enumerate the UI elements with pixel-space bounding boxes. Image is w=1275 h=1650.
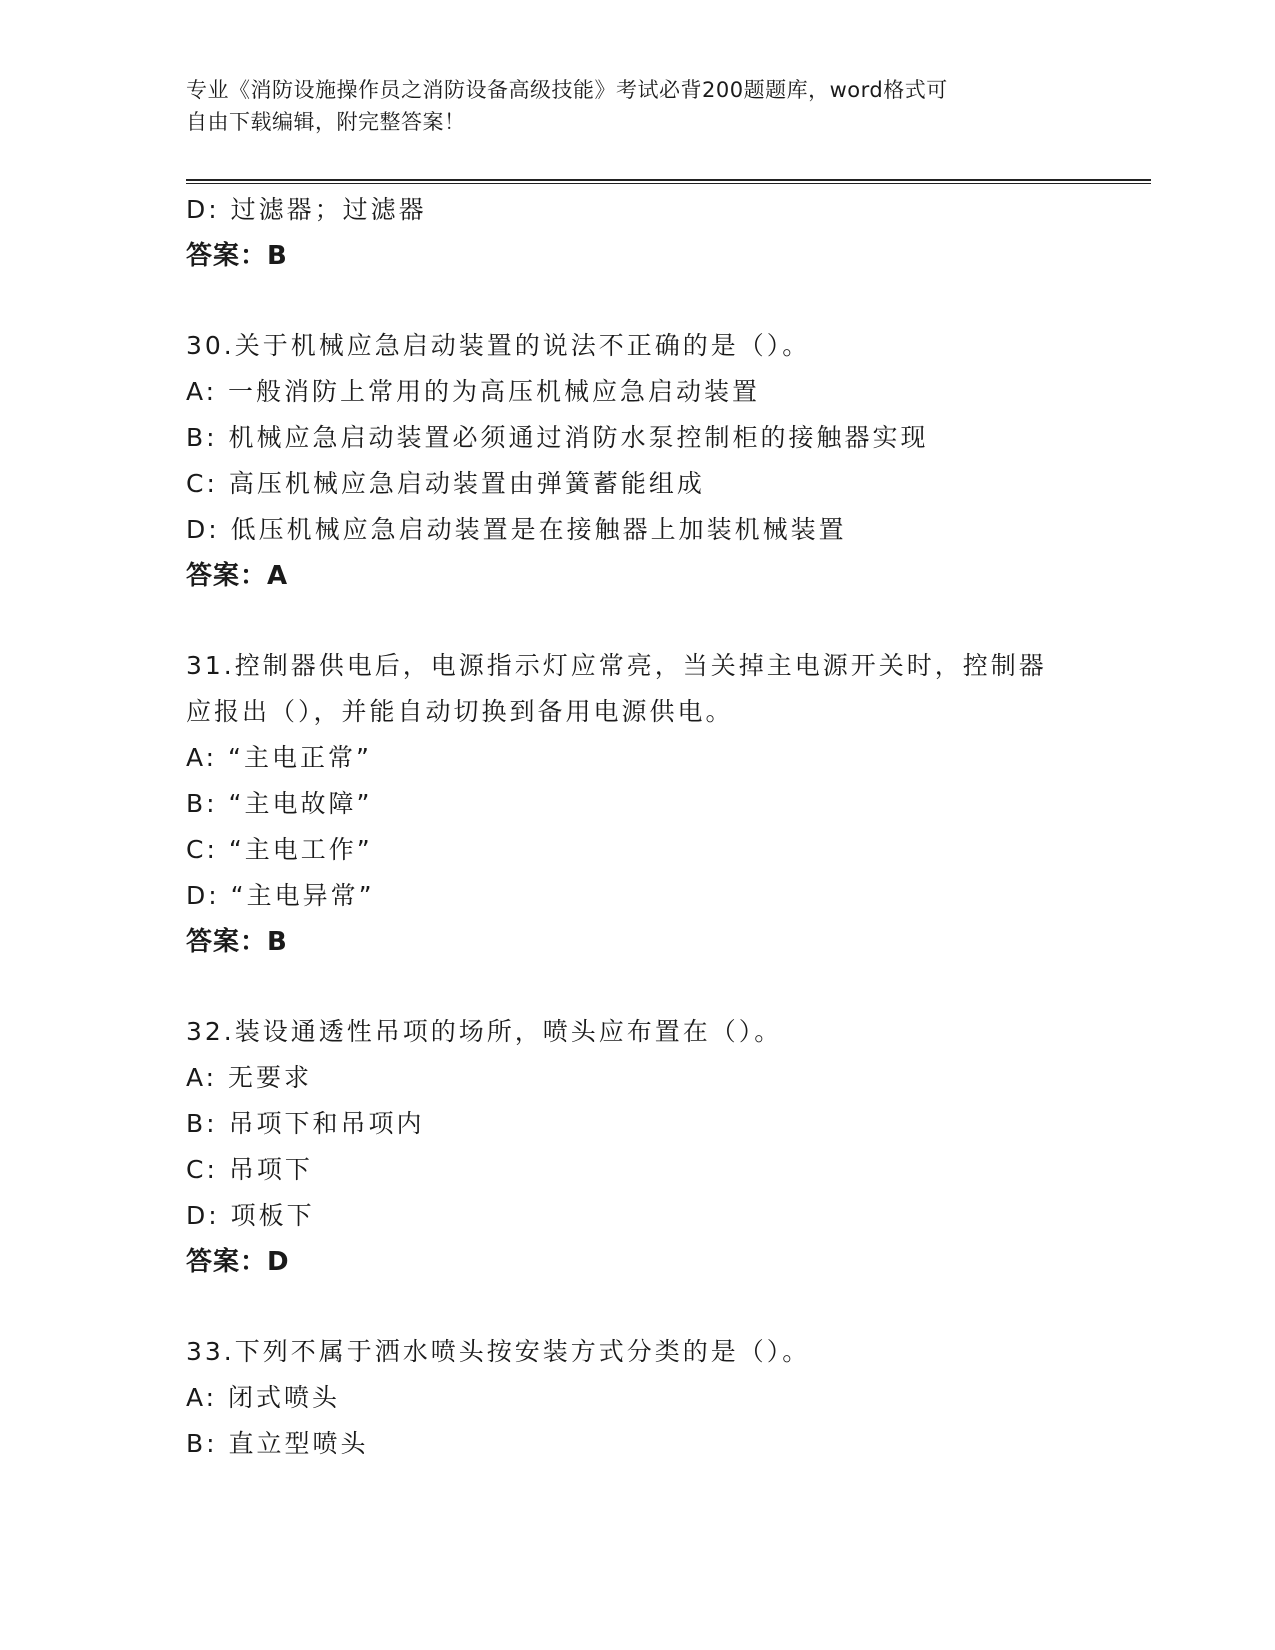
option-a: A: 闭式喷头 bbox=[186, 1383, 341, 1412]
question-31 bbox=[186, 643, 1086, 965]
document-header bbox=[186, 74, 1086, 138]
question-30 bbox=[186, 323, 1086, 599]
option-a: A: “主电正常” bbox=[186, 743, 372, 772]
answer: 答案：D bbox=[186, 1247, 290, 1277]
question-list bbox=[186, 187, 1086, 1467]
question-stem: 32.装设通透性吊项的场所，喷头应布置在（）。 bbox=[186, 1017, 783, 1046]
option-d: D: 低压机械应急启动装置是在接触器上加装机械装置 bbox=[186, 515, 847, 544]
option-b: B: 吊项下和吊项内 bbox=[186, 1109, 425, 1138]
option-d: D: 项板下 bbox=[186, 1201, 315, 1230]
question-stem-line-2: 应报出（），并能自动切换到备用电源供电。 bbox=[186, 697, 734, 726]
question-32 bbox=[186, 1009, 1086, 1285]
option-d: D: “主电异常” bbox=[186, 881, 375, 910]
option-c: C: 吊项下 bbox=[186, 1155, 313, 1184]
option-a: A: 无要求 bbox=[186, 1063, 313, 1092]
header-divider bbox=[186, 179, 1151, 184]
answer: 答案：B bbox=[186, 241, 288, 271]
header-line-1: 专业《消防设施操作员之消防设备高级技能》考试必背200题题库，word格式可 bbox=[186, 78, 948, 102]
option-d: D: 过滤器；过滤器 bbox=[186, 195, 427, 224]
option-c: C: “主电工作” bbox=[186, 835, 373, 864]
question-stem-line-1: 31.控制器供电后，电源指示灯应常亮，当关掉主电源开关时，控制器 bbox=[186, 651, 1047, 680]
option-b: B: 直立型喷头 bbox=[186, 1429, 369, 1458]
option-a: A: 一般消防上常用的为高压机械应急启动装置 bbox=[186, 377, 761, 406]
answer: 答案：B bbox=[186, 927, 288, 957]
header-line-2: 自由下载编辑，附完整答案！ bbox=[186, 110, 466, 134]
option-c: C: 高压机械应急启动装置由弹簧蓄能组成 bbox=[186, 469, 705, 498]
option-b: B: 机械应急启动装置必须通过消防水泵控制柜的接触器实现 bbox=[186, 423, 929, 452]
question-33 bbox=[186, 1329, 1086, 1467]
question-stem: 30.关于机械应急启动装置的说法不正确的是（）。 bbox=[186, 331, 811, 360]
option-b: B: “主电故障” bbox=[186, 789, 373, 818]
answer: 答案：A bbox=[186, 561, 289, 591]
question-stem: 33.下列不属于洒水喷头按安装方式分类的是（）。 bbox=[186, 1337, 811, 1366]
